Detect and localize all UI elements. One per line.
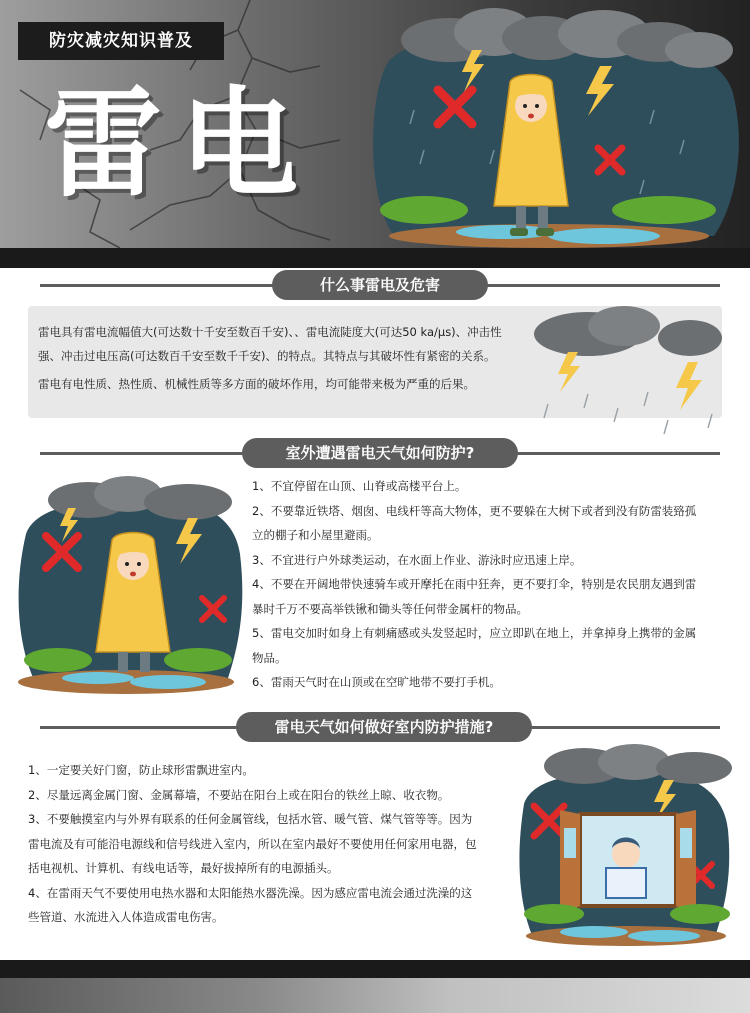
list-item: 立的棚子和小屋里避雨。 [252, 528, 379, 542]
list-item: 2、不要靠近铁塔、烟囱、电线杆等高大物体，更不要躲在大树下或者到没有防雷装臵孤 [252, 503, 697, 518]
outdoor-tips-list [252, 474, 730, 695]
footer-band [0, 960, 750, 1013]
footer-divider [0, 960, 750, 978]
indoor-tips-list [28, 758, 506, 930]
section1-paragraph: 雷电具有雷电流幅值大(可达数十千安至数百千安)、、雷电流陡度大(可达50 ka/μs)、冲击性 [38, 325, 502, 339]
list-item: 3、不宜进行户外球类运动，在水面上作业、游泳时应迅速上岸。 [252, 552, 582, 567]
outdoor-safety-illustration [8, 474, 244, 702]
list-item: 4、不要在开阔地带快速骑车或开摩托在雨中狂奔，更不要打伞，特别是农民朋友遇到雷 [252, 577, 697, 591]
page-title: 雷电 [44, 75, 317, 213]
section1-paragraph: 强、冲击过电压高(可达数百千安至数千千安)、的特点。其特点与其破坏性有紧密的关系。 [38, 349, 496, 363]
list-item: 物品。 [252, 650, 287, 665]
hero-illustration [354, 0, 750, 250]
window-figure [560, 810, 696, 914]
header-banner [0, 0, 750, 258]
section1-heading: 什么事雷电及危害 [272, 270, 488, 300]
list-item: 雷电流及有可能沿电源线和信号线进入室内，所以在室内最好不要使用任何家用电器，包 [28, 836, 477, 851]
list-item: 2、尽量远离金属门窗、金属幕墙，不要站在阳台上或在阳台的铁丝上晾、收衣物。 [28, 787, 450, 802]
header-divider [0, 248, 750, 268]
list-item: 4、在雷雨天气不要使用电热水器和太阳能热水器洗澡。因为感应雷电流会通过洗澡的这 [28, 885, 473, 900]
section1-paragraph: 雷电有电性质、热性质、机械性质等多方面的破坏作用，均可能带来极为严重的后果。 [38, 377, 475, 391]
indoor-safety-illustration [514, 744, 734, 956]
list-item: 暴时千万不要高举铁锹和锄头等任何带金属杆的物品。 [252, 601, 528, 616]
list-item: 些管道、水流进入人体造成雷电伤害。 [28, 910, 224, 924]
section2-heading: 室外遭遇雷电天气如何防护? [242, 438, 518, 468]
list-item: 6、雷雨天气时在山顶或在空旷地带不要打手机。 [252, 675, 501, 689]
knowledge-tagline: 防灾减灾知识普及 [18, 22, 224, 60]
storm-cloud-decoration [528, 296, 728, 446]
list-item: 5、雷电交加时如身上有刺痛感或头发竖起时，应立即趴在地上，并拿掉身上携带的金属 [252, 626, 697, 640]
lightning-icon [558, 352, 580, 392]
list-item: 1、不宜停留在山顶、山脊或高楼平台上。 [252, 479, 467, 493]
list-item: 3、不要触摸室内与外界有联系的任何金属管线，包括水管、暖气管、煤气管等等。因为 [28, 812, 473, 826]
list-item: 括电视机、计算机、有线电话等，最好拔掉所有的电源插头。 [28, 861, 339, 875]
section3-header [40, 712, 720, 742]
section2-header [40, 438, 720, 468]
section3-heading: 雷电天气如何做好室内防护措施? [236, 712, 532, 742]
lightning-icon [676, 362, 702, 410]
list-item: 1、一定要关好门窗，防止球形雷飘进室内。 [28, 763, 254, 777]
